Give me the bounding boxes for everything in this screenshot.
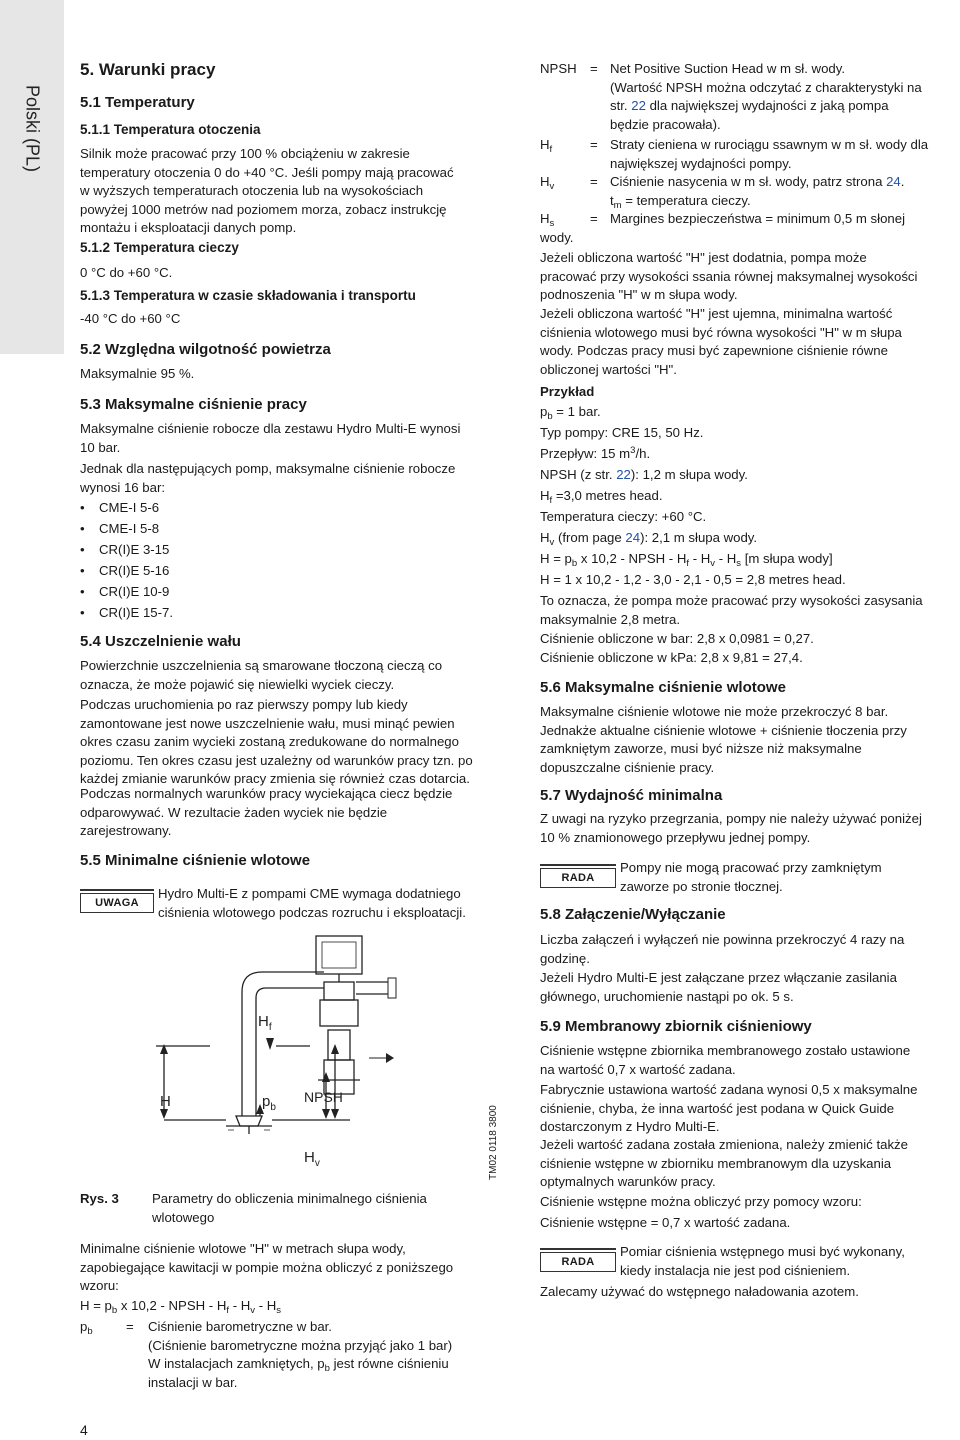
paragraph: godzinę. xyxy=(540,950,590,966)
label-hf: $H_f$ xyxy=(258,1013,272,1033)
example-line: Przepływ: 15 $m^3/h$. xyxy=(540,445,651,461)
paragraph: ciśnienie, chyba, że inna wartość jest podana w Quick Guide xyxy=(540,1100,895,1116)
definition-text: Ciśnienie nasycenia w m sł. wody, patrz strona 24. xyxy=(610,174,905,189)
example-line: Typ pompy: CRE 15, 50 Hz. xyxy=(540,425,704,440)
paragraph: Jeżeli wartość zadana została zmieniona, należy zmienić także xyxy=(540,1137,908,1152)
page-link[interactable]: 24 xyxy=(625,530,641,545)
section-5-1-2-title: 5.1.2 Temperatura cieczy xyxy=(80,240,239,255)
section-5-1-title: 5.1 Temperatury xyxy=(80,94,195,111)
paragraph: podnoszenia "H" w m słupa wody. xyxy=(540,287,738,302)
label-npsh: NPSH xyxy=(304,1089,343,1105)
definition-eq: = xyxy=(590,174,598,189)
section-5-4-title: 5.4 Uszczelnienie wału xyxy=(80,633,241,650)
paragraph: zamkniętym zaworze, musi być niższe niż maksymalne xyxy=(540,741,862,756)
tip-text: zaworze po stronie tłocznej. xyxy=(620,878,783,894)
definition-symbol: $H_v$ xyxy=(540,174,555,192)
paragraph: pracować przy wysokości ssania równej maksymalnej wysokości xyxy=(540,268,918,284)
example-line: $H_f =3,0$ metres head. xyxy=(540,488,663,506)
section-5-1-1-title: 5.1.1 Temperatura otoczenia xyxy=(80,122,261,137)
paragraph: dostarczonym z Hydro Multi-E. xyxy=(540,1119,720,1134)
paragraph: Minimalne ciśnienie wlotowe "H" w metrach słupa wody, xyxy=(80,1241,406,1256)
paragraph: 10 bar. xyxy=(80,439,121,455)
section-5-3-title: 5.3 Maksymalne ciśnienie pracy xyxy=(80,396,307,413)
example-line: Ciśnienie obliczone w bar: 2,8 x 0,0981 = 0,27. xyxy=(540,631,814,646)
definition-text: (Wartość NPSH można odczytać z charakterystyki na xyxy=(610,79,922,95)
figure-caption-label: Rys. 3 xyxy=(80,1191,119,1206)
paragraph: zamontowane jest nowe uszczelnienie wału, musi minąć pewien xyxy=(80,715,455,731)
paragraph: Ciśnienie wstępne można obliczyć przy pomocy wzoru: xyxy=(540,1194,862,1209)
section-5-9-title: 5.9 Membranowy zbiornik ciśnieniowy xyxy=(540,1018,812,1035)
definition-text: Net Positive Suction Head w m sł. wody. xyxy=(610,61,846,76)
paragraph: zapobiegające kawitacji w pompie można obliczyć z poniższego xyxy=(80,1259,454,1275)
definition-text: str. 22 dla największej wydajności z jaką pompa xyxy=(610,98,889,113)
definition-symbol: NPSH xyxy=(540,61,577,76)
definition-text: największej wydajności pompy. xyxy=(610,155,792,171)
paragraph: montażu i eksploatacji danych pomp. xyxy=(80,220,297,235)
example-line: $H_v$ (from page 24): 2,1 m słupa wody. xyxy=(540,530,758,548)
paragraph: Podczas normalnych warunków pracy wyciekająca ciecz będzie xyxy=(80,786,453,801)
figure-caption: Parametry do obliczenia minimalnego ciśnienia xyxy=(152,1191,427,1206)
paragraph: Maksymalne ciśnienie wlotowe nie może przekroczyć 8 bar. xyxy=(540,704,889,719)
definition-text: Margines bezpieczeństwa = minimum 0,5 m słonej xyxy=(610,211,906,226)
paragraph: Jednak dla następujących pomp, maksymalne ciśnienie robocze xyxy=(80,461,456,476)
definition-text: Ciśnienie barometryczne w bar. xyxy=(148,1319,332,1334)
paragraph: Fabrycznie ustawiona wartość zadana wynosi 0,5 x maksymalne xyxy=(540,1082,918,1097)
language-side-tab xyxy=(0,0,64,354)
definition-text: będzie pracowała). xyxy=(610,116,721,132)
label-pb: $p_b$ xyxy=(262,1093,276,1113)
paragraph: Jeżeli obliczona wartość "H" jest dodatnia, pompa może xyxy=(540,250,867,265)
paragraph: optymalnych warunków pracy. xyxy=(540,1174,716,1189)
definition-eq: = xyxy=(126,1319,134,1334)
paragraph: wody. Podczas pracy musi być zapewnione ciśnienie równe xyxy=(540,343,888,358)
paragraph: wzoru: xyxy=(80,1278,119,1293)
definition-symbol: $H_f$ xyxy=(540,137,553,155)
example-line: Ciśnienie obliczone w kPa: 2,8 x 9,81 = 27,4. xyxy=(540,649,803,665)
paragraph: 0 °C do +60 °C. xyxy=(80,265,173,280)
definition-text: (Ciśnienie barometryczne można przyjąć jako 1 bar) xyxy=(148,1337,453,1353)
definition-text: $t_m$ = temperatura cieczy. xyxy=(610,192,751,211)
section-5-2-title: 5.2 Względna wilgotność powietrza xyxy=(80,341,331,358)
definition-symbol: $H_s$ xyxy=(540,211,555,229)
definition-symbol: $p_b$ xyxy=(80,1319,93,1337)
tip-text: Pompy nie mogą pracować przy zamkniętym xyxy=(620,860,882,875)
definition-text: instalacji w bar. xyxy=(148,1374,238,1390)
paragraph: Maksymalne ciśnienie robocze dla zestawu Hydro Multi-E wynosi xyxy=(80,421,461,436)
section-5-1-3-title: 5.1.3 Temperatura w czasie składowania i transportu xyxy=(80,288,416,303)
paragraph: głównego, uruchomienie nastąpi po ok. 5 s. xyxy=(540,988,794,1004)
label-h: H xyxy=(160,1093,171,1110)
example-title: Przykład xyxy=(540,384,595,399)
paragraph: okres czasu zanim wycieki zostaną zredukowane do normalnego xyxy=(80,734,459,749)
paragraph: wynosi 16 bar: xyxy=(80,479,166,495)
warning-text: ciśnienia wlotowego podczas rozruchu i eksploatacji. xyxy=(158,904,466,920)
section-5-5-title: 5.5 Minimalne ciśnienie wlotowe xyxy=(80,852,311,869)
paragraph: Silnik może pracować przy 100 % obciążeniu w zakresie xyxy=(80,146,410,161)
paragraph: ciśnienie wstępne w zbiorniku membranowym dla uzyskania xyxy=(540,1155,892,1171)
page-link[interactable]: 22 xyxy=(631,98,646,113)
paragraph: każdej zmianie warunków pracy zmienia się również czas dotarcia. xyxy=(80,771,470,786)
definition-text: wody. xyxy=(540,229,574,245)
paragraph: oznacza, że może pojawić się niewielki wyciek cieczy. xyxy=(80,676,395,692)
definition-eq: = xyxy=(590,61,598,76)
paragraph: temperatury otoczenia 0 do +40 °C. Jeśli pompy mają pracować xyxy=(80,164,454,180)
paragraph: poziomu. Ten okres czasu jest uzależny od warunków pracy tzn. po xyxy=(80,752,473,768)
paragraph: maksymalnie 2,8 metra. xyxy=(540,611,680,627)
paragraph: Maksymalnie 95 %. xyxy=(80,366,195,381)
paragraph: powyżej 1000 metrów nad poziomem morza, zobacz instrukcję xyxy=(80,201,447,217)
paragraph: -40 °C do +60 °C xyxy=(80,311,181,326)
section-5-8-title: 5.8 Załączenie/Wyłączanie xyxy=(540,906,726,923)
tip-badge: RADA xyxy=(540,868,616,888)
paragraph: zarejestrowany. xyxy=(80,823,172,838)
section-5-7-title: 5.7 Wydajność minimalna xyxy=(540,787,723,804)
tip-badge: RADA xyxy=(540,1252,616,1272)
suction-pressure-diagram xyxy=(140,930,480,1190)
figure-caption: wlotowego xyxy=(152,1209,215,1225)
paragraph: Ciśnienie wstępne = 0,7 x wartość zadana. xyxy=(540,1215,791,1230)
example-line: Temperatura cieczy: +60 °C. xyxy=(540,509,707,524)
warning-badge: UWAGA xyxy=(80,893,154,913)
paragraph: Jeżeli obliczona wartość "H" jest ujemna, minimalna wartość xyxy=(540,306,893,321)
paragraph: Powierzchnie uszczelnienia są smarowane tłoczoną cieczą co xyxy=(80,658,443,673)
label-hv: $H_v$ xyxy=(304,1149,320,1169)
paragraph: Podczas uruchomienia po raz pierwszy pompy lub kiedy xyxy=(80,697,408,712)
definition-text: Straty cieniena w rurociągu ssawnym w m sł. wody dla xyxy=(610,137,929,152)
tip-text: kiedy instalacja nie jest pod ciśnieniem. xyxy=(620,1262,851,1278)
definition-text: W instalacjach zamkniętych, $p_b$ jest równe ciśnieniu xyxy=(148,1356,449,1374)
paragraph: dopuszczalne ciśnienie pracy. xyxy=(540,759,715,775)
tip-text: Pomiar ciśnienia wstępnego musi być wykonany, xyxy=(620,1244,905,1259)
example-line: $p_b = 1$ bar. xyxy=(540,404,601,422)
paragraph: obliczonej wartości "H". xyxy=(540,361,677,377)
paragraph: Jeżeli Hydro Multi-E jest załączane przez włączanie zasilania xyxy=(540,970,897,985)
example-line: $H = p_b$ x 10,2 - NPSH - $H_f - H_v - H_s$ [m słupa wody] xyxy=(540,551,833,569)
section-5-6-title: 5.6 Maksymalne ciśnienie wlotowe xyxy=(540,679,786,696)
example-line: H = 1 x 10,2 - 1,2 - 3,0 - 2,1 - 0,5 = 2,8 metres head. xyxy=(540,572,846,587)
paragraph: To oznacza, że pompa może pracować przy wysokości zasysania xyxy=(540,593,923,608)
example-line: NPSH (z str. 22): 1,2 m słupa wody. xyxy=(540,467,748,482)
page-link[interactable]: 22 xyxy=(616,467,631,482)
paragraph: Z uwagi na ryzyko przegrzania, pompy nie należy używać poniżej xyxy=(540,811,922,826)
paragraph: na wartość 0,7 x wartość zadana. xyxy=(540,1061,736,1077)
side-tab-label: Polski (PL) xyxy=(22,84,43,173)
warning-text: Hydro Multi-E z pompami CME wymaga dodatniego xyxy=(158,886,461,901)
formula: $H = p_b$ x 10,2 - NPSH - $H_f - H_v - H_s$ xyxy=(80,1298,282,1316)
figure-code: TM02 0118 3800 xyxy=(488,1105,499,1180)
paragraph: odparowywać. W rezultacie żaden wyciek nie będzie xyxy=(80,804,388,820)
page-number: 4 xyxy=(80,1422,88,1438)
paragraph: ciśnienia wlotowego musi być równa wysokości "H" w m słupa xyxy=(540,324,902,340)
paragraph: Ciśnienie wstępne zbiornika membranowego zostało ustawione xyxy=(540,1043,911,1058)
paragraph: w wyższych temperaturach otoczenia lub na wysokościach xyxy=(80,183,424,198)
section-5-title: 5. Warunki pracy xyxy=(80,60,216,79)
paragraph: Zalecamy używać do wstępnego naładowania azotem. xyxy=(540,1284,859,1299)
paragraph: Liczba załączeń i wyłączeń nie powinna przekroczyć 4 razy na xyxy=(540,932,905,947)
paragraph: Jednakże aktualne ciśnienie wlotowe + ciśnienie tłoczenia przy xyxy=(540,722,907,738)
definition-eq: = xyxy=(590,137,598,152)
paragraph: 10 % znamionowego przepływu jednej pompy. xyxy=(540,829,811,845)
definition-eq: = xyxy=(590,211,598,226)
page-link[interactable]: 24 xyxy=(886,174,901,189)
